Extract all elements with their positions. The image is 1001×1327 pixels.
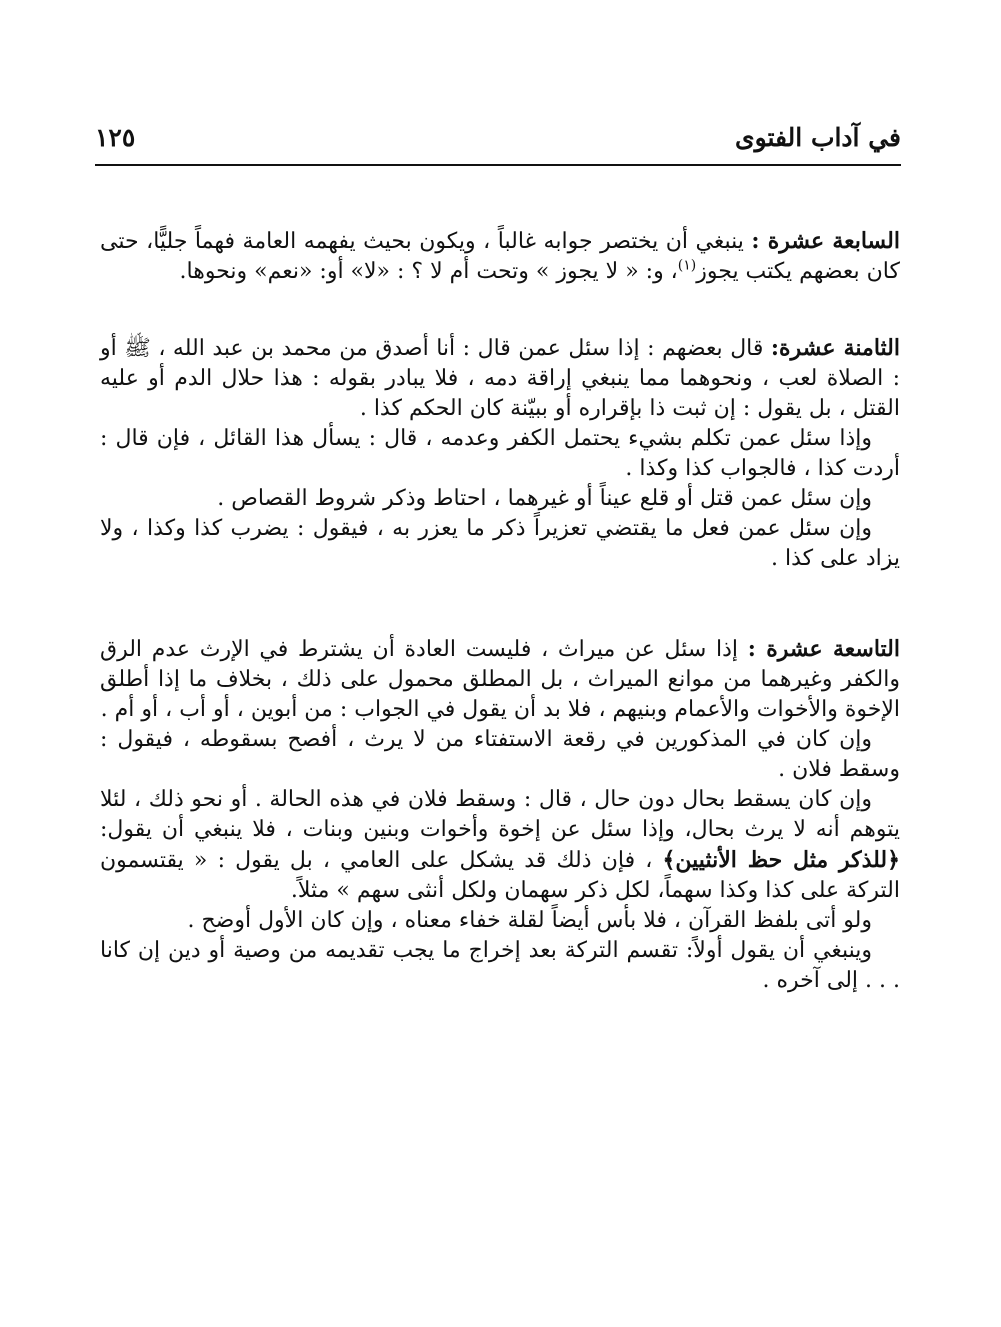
section-19-paragraph-2: وإن كان في المذكورين في رقعة الاستفتاء من لا يرث ، أفصح بسقوطه ، فيقول : وسقط فلان . — [100, 727, 900, 782]
section-19-paragraph-4: ولو أتى بلفظ القرآن ، فلا بأس أيضاً لقلة خفاء معناه ، وإن كان الأول أوضح . — [187, 908, 872, 933]
section-18-paragraph-2: وإذا سئل عمن تكلم بشيء يحتمل الكفر وعدمه ، قال : يسأل هذا القائل ، فإن قال : أردت كذا ، فالجواب كذا وكذا . — [100, 426, 900, 481]
section-18-text-1: قال بعضهم : إذا سئل عمن قال : أنا أصدق من محمد بن عبد الله ، ﷺ أو : الصلاة لعب ، ونحوهما مما ينبغي إراقة دمه ، فلا يبادر بقوله : هذا حلال الدم أو عليه القتل ، بل يقول : إن ثبت ذا بإقراره أو ببيّنة كان الحكم كذا . — [100, 336, 900, 421]
section-19-text-1: إذا سئل عن ميراث ، فليست العادة أن يشترط في الإرث عدم الرق والكفر وغيرهما من موانع الميراث ، بل المطلق محمول على ذلك ، بخلاف ما إذا أطلق الإخوة والأخوات والأعمام وبنيهم ، فلا بد أن يقول في الجواب : من أبوين ، أو أب ، أو أم . — [100, 637, 900, 722]
section-19-text-3b: ، فإن ذلك قد يشكل على العامي ، بل يقول : « يقتسمون التركة على كذا وكذا سهماً، لكل ذكر سهمان ولكل أنثى سهم » مثلاً. — [100, 848, 900, 903]
section-19-heading: التاسعة عشرة : — [747, 636, 900, 662]
running-title: في آداب الفتوى — [735, 123, 901, 152]
page-header — [95, 120, 901, 160]
section-17-text-2: ، و: « لا يجوز » وتحت أم لا ؟ : «لا» أو: «نعم» ونحوها. — [179, 259, 678, 284]
section-17-paragraph — [100, 226, 900, 287]
page-body — [100, 226, 900, 996]
section-17-heading: السابعة عشرة : — [751, 228, 900, 254]
section-18-paragraph-1 — [100, 333, 900, 424]
section-17-text-1: ينبغي أن يختصر جوابه غالباً ، ويكون بحيث يفهمه العامة فهماً جليًّا، حتى كان بعضهم يكتب يجوز — [100, 229, 900, 284]
section-19-paragraph-5: وينبغي أن يقول أولاً: تقسم التركة بعد إخراج ما يجب تقديمه من وصية أو دين إن كانا . . . إلى آخره . — [100, 938, 900, 993]
page-number: ١٢٥ — [95, 123, 136, 152]
section-18-paragraph-3: وإن سئل عمن قتل أو قلع عيناً أو غيرهما ، احتاط وذكر شروط القصاص . — [217, 486, 872, 511]
footnote-marker: (١) — [677, 257, 697, 274]
section-18-paragraph-4: وإن سئل عمن فعل ما يقتضي تعزيراً ذكر ما يعزر به ، فيقول : يضرب كذا وكذا ، ولا يزاد على كذا . — [100, 516, 900, 571]
quran-quote: ﴿للذكر مثل حظ الأنثيين﴾ — [662, 847, 900, 873]
header-divider — [95, 164, 901, 166]
section-18-heading: الثامنة عشرة: — [770, 335, 900, 361]
section-19-text-3a: وإن كان يسقط بحال دون حال ، قال : وسقط فلان في هذه الحالة . أو نحو ذلك ، لئلا يتوهم أنه لا يرث بحال، وإذا سئل عن إخوة وأخوات وبنين وبنات ، فلا ينبغي أن يقول: — [100, 787, 900, 842]
section-19-paragraph-3 — [100, 785, 900, 906]
section-19-paragraph-1 — [100, 634, 900, 725]
